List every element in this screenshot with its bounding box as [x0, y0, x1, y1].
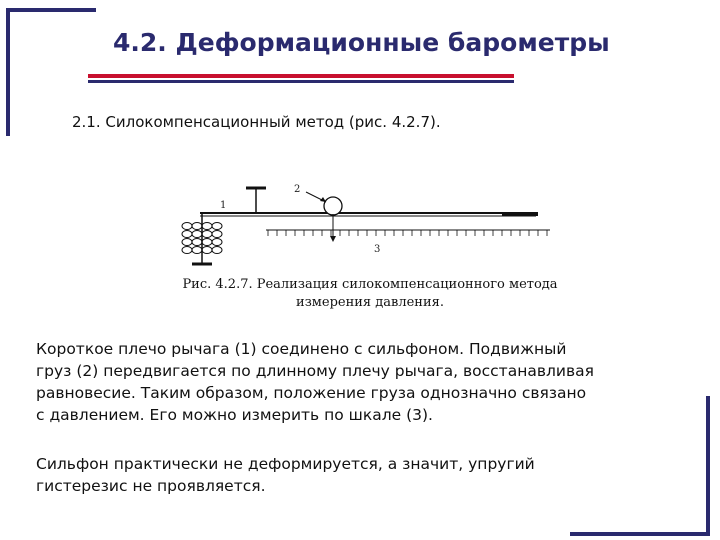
caption-line-2: измерения давления. — [296, 295, 444, 310]
movable-weight — [324, 197, 342, 215]
label-weight: 2 — [294, 184, 301, 195]
paragraph-2-line: Сильфон практически не деформируется, а значит, упругий — [36, 455, 535, 473]
paragraph-1-line: с давлением. Его можно измерить по шкале (3). — [36, 406, 433, 424]
paragraph-2-line: гистерезис не проявляется. — [36, 477, 266, 495]
frame-right-bar — [706, 396, 710, 536]
label-scale: 3 — [374, 244, 381, 255]
paragraph-1-line: Короткое плечо рычага (1) соединено с сильфоном. Подвижный — [36, 340, 567, 358]
frame-left-bar — [6, 8, 10, 136]
title-underline-blue — [88, 80, 514, 83]
section-subtitle: 2.1. Силокомпенсационный метод (рис. 4.2.7). — [72, 113, 441, 131]
weight-pointer-tip — [330, 236, 336, 242]
caption-line-1: Рис. 4.2.7. Реализация силокомпенсационного метода — [182, 277, 558, 292]
figure-caption — [170, 276, 570, 312]
label-lever: 1 — [220, 200, 227, 211]
frame-top-bar — [6, 8, 96, 12]
paragraph-1-line: равновесие. Таким образом, положение груза однозначно связано — [36, 384, 587, 402]
title-underline-red — [88, 74, 514, 78]
frame-bottom-bar — [570, 532, 710, 536]
barometer-diagram — [176, 178, 556, 270]
scale-ticks — [268, 230, 547, 236]
paragraph-1-line: груз (2) передвигается по длинному плечу рычага, восстанавливая — [36, 362, 594, 380]
paragraph-1 — [36, 338, 676, 426]
paragraph-2 — [36, 453, 676, 497]
slide-title: 4.2. Деформационные барометры — [113, 28, 610, 57]
